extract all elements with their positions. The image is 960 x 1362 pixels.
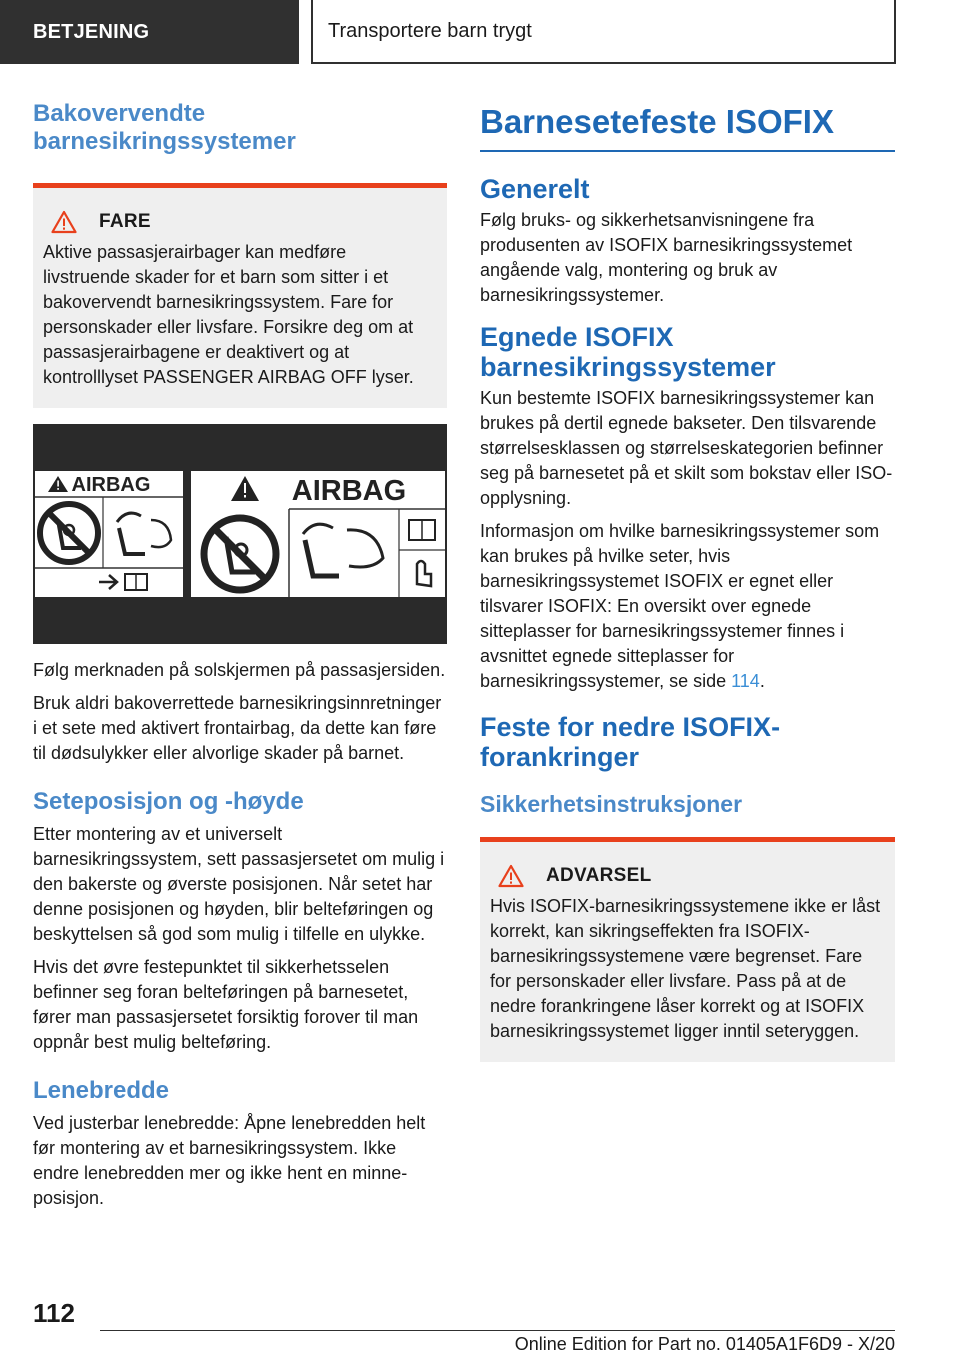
airbag-label-figure	[33, 424, 447, 644]
warning-text: Hvis ISOFIX-barnesikringssystemene ikke er låst korrekt, kan sikringseffekten fra ISOFIX-barnesikringssystemene være begrenset. Fare for personskader eller livsfare. Pass på at de nedre forankringene låser korrekt og at ISOFIX barnesikringssystemet ligger inntil seteryggen.	[490, 896, 881, 1041]
paragraph-upper-anchor: Hvis det øvre festepunktet til sikkerhetsselen befinner seg foran belteføringen på barnesetet, fører man passasjersetet forsiktig forover til man oppnår best mulig belteføring.	[33, 957, 419, 1052]
paragraph-backrest-width: Ved justerbar lenebredde: Åpne lenebredden helt før montering av et barnesikringssystem. Ikke endre lenebredden mer og ikke hent en minne-posisjon.	[33, 1113, 426, 1208]
airbag-warning-label-image	[33, 424, 447, 644]
airbag-label-small: AIRBAG	[71, 474, 151, 496]
paragraph-sunvisor: Følg merknaden på solskjermen på passasjersiden.	[33, 660, 446, 680]
danger-warning-box	[33, 183, 447, 408]
left-column	[33, 100, 447, 1211]
section-header	[0, 0, 299, 64]
paragraph-suitable-isofix-2-text: Informasjon om hvilke barnesikringssystemer som kan brukes på hvilke seter, hvis barnesikringssystemet ISOFIX er egnet eller tilsvarer ISOFIX: En oversikt over egnede sitteplasser for barnesikringssystemer finnes i avsnittet egnede sitteplasser for barnesikringssystemer, se side	[480, 521, 880, 691]
heading-safety-instructions: Sikkerhetsinstruksjoner	[480, 791, 743, 817]
heading-lower-anchorage: Feste for nedre ISOFIX-forankringer	[480, 712, 781, 772]
warning-triangle-icon	[498, 864, 524, 888]
paragraph-never-rear-facing: Bruk aldri bakoverrettede barnesikringsinnretninger i et sete med aktivert frontairbag, da dette kan føre til dødsulykker eller alvorlige skader på barnet.	[33, 693, 442, 763]
section-title: BETJENING	[33, 20, 150, 43]
footer-divider	[100, 1330, 895, 1331]
paragraph-suitable-isofix-2	[480, 519, 895, 694]
heading-seat-position: Seteposisjon og -høyde	[33, 788, 304, 815]
page-number: 112	[33, 1298, 75, 1328]
paragraph-suitable-isofix-2-end: .	[759, 671, 765, 691]
paragraph-suitable-isofix-1: Kun bestemte ISOFIX barnesikringssystemer kan brukes på dertil egnede bakseter. Den tilsvarende størrelsesklassen og størrelseskategorien befinner seg på barnesetet på et skilt som bokstav eller ISO-opplysning.	[480, 388, 893, 508]
warning-title: FARE	[99, 211, 151, 232]
airbag-label-large: AIRBAG	[291, 475, 407, 507]
right-column	[480, 100, 895, 1062]
warning-text: Aktive passasjerairbager kan medføre livstruende skader for et barn som sitter i et bakovervendt barnesikringssystem. Fare for personskader eller livsfare. Forsikre deg om at passasjerairbagene er deaktivert og at kontrolllyset PASSENGER AIRBAG OFF lyser.	[43, 242, 414, 387]
heading-suitable-isofix: Egnede ISOFIX barnesikringssystemer	[480, 322, 776, 382]
page-reference-link[interactable]: 114	[731, 671, 760, 691]
page-title-isofix: Barnesetefeste ISOFIX	[480, 100, 895, 152]
heading-rear-facing: Bakovervendte barnesikringssystemer	[33, 100, 296, 155]
footer-edition: Online Edition for Part no. 01405A1F6D9 - X/20	[514, 1334, 895, 1354]
chapter-header	[311, 0, 896, 64]
heading-backrest-width: Lenebredde	[33, 1077, 170, 1104]
warning-triangle-icon	[51, 210, 77, 234]
chapter-title: Transportere barn trygt	[328, 19, 532, 42]
warning-title: ADVARSEL	[546, 865, 652, 886]
caution-warning-box	[480, 837, 895, 1062]
paragraph-general: Følg bruks- og sikkerhetsanvisningene fra produsenten av ISOFIX barnesikringssystemet angående valg, montering og bruk av barnesikringssystemer.	[480, 210, 853, 305]
heading-general: Generelt	[480, 174, 590, 204]
paragraph-seat-position: Etter montering av et universelt barnesikringssystem, sett passasjersetet om mulig i den bakerste og øverste posisjonen. Når setet har denne posisjonen og høyden, blir belteføringen og beskyttelsen så god som mulig i tilfelle en ulykke.	[33, 824, 445, 944]
